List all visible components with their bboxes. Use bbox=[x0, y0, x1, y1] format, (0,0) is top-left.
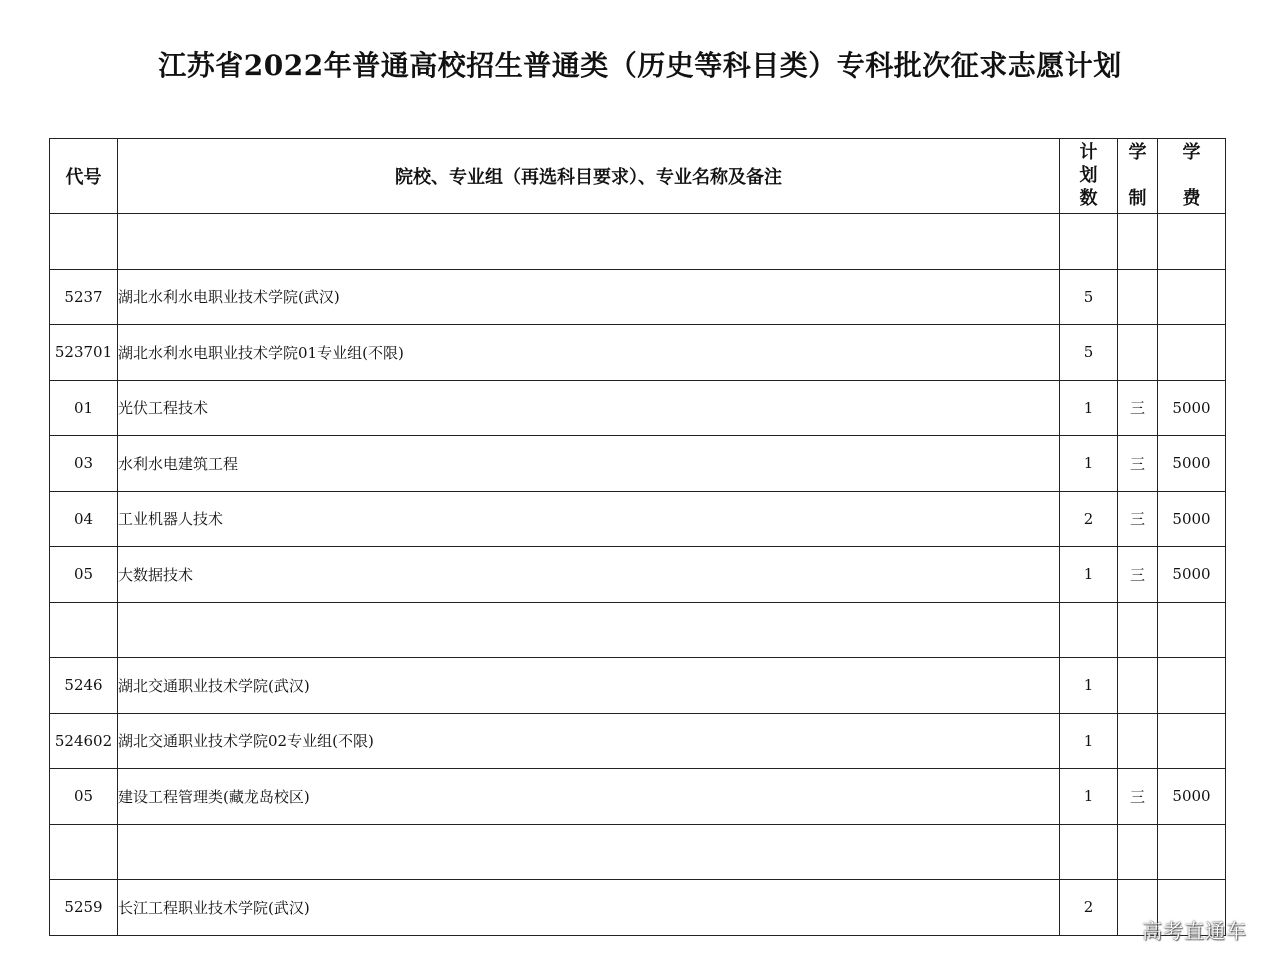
plan-table bbox=[49, 138, 1226, 936]
row-plan-count-cell: 1 bbox=[1060, 713, 1118, 769]
row-plan-count-cell: 1 bbox=[1060, 658, 1118, 714]
row-name-cell bbox=[118, 214, 1060, 270]
row-duration-cell bbox=[1118, 602, 1158, 658]
header-duration-char: 制 bbox=[1128, 188, 1147, 209]
table-row bbox=[50, 824, 1226, 880]
row-name-cell: 大数据技术 bbox=[118, 547, 1060, 603]
row-duration-cell: 三 bbox=[1118, 380, 1158, 436]
watermark-text: 高考直通车 bbox=[1142, 919, 1247, 943]
table-row bbox=[50, 491, 1226, 547]
row-code-cell: 524602 bbox=[50, 713, 118, 769]
table-row bbox=[50, 436, 1226, 492]
row-plan-count-cell bbox=[1060, 824, 1118, 880]
row-plan-count-cell: 1 bbox=[1060, 380, 1118, 436]
table-row bbox=[50, 325, 1226, 381]
table-header-row bbox=[50, 139, 1226, 214]
row-name-cell: 湖北水利水电职业技术学院01专业组(不限) bbox=[118, 325, 1060, 381]
row-name-cell bbox=[118, 824, 1060, 880]
row-fee-cell: 5000 bbox=[1158, 380, 1226, 436]
row-name-cell: 湖北交通职业技术学院(武汉) bbox=[118, 658, 1060, 714]
row-code-cell bbox=[50, 214, 118, 270]
row-plan-count-cell: 2 bbox=[1060, 880, 1118, 936]
row-fee-cell bbox=[1158, 214, 1226, 270]
table-row bbox=[50, 547, 1226, 603]
table-row bbox=[50, 602, 1226, 658]
row-code-cell: 05 bbox=[50, 547, 118, 603]
row-plan-count-cell: 1 bbox=[1060, 436, 1118, 492]
row-fee-cell bbox=[1158, 824, 1226, 880]
row-code-cell: 5237 bbox=[50, 269, 118, 325]
page-title: 江苏省2022年普通高校招生普通类（历史等科目类）专科批次征求志愿计划 bbox=[158, 49, 1122, 82]
row-plan-count-cell bbox=[1060, 602, 1118, 658]
row-name-cell: 工业机器人技术 bbox=[118, 491, 1060, 547]
row-name-cell: 湖北交通职业技术学院02专业组(不限) bbox=[118, 713, 1060, 769]
row-duration-cell bbox=[1118, 214, 1158, 270]
table-row bbox=[50, 658, 1226, 714]
row-code-cell: 03 bbox=[50, 436, 118, 492]
row-code-cell: 01 bbox=[50, 380, 118, 436]
row-plan-count-cell: 5 bbox=[1060, 269, 1118, 325]
row-name-cell: 长江工程职业技术学院(武汉) bbox=[118, 880, 1060, 936]
row-fee-cell: 5000 bbox=[1158, 436, 1226, 492]
row-code-cell: 04 bbox=[50, 491, 118, 547]
row-fee-cell: 5000 bbox=[1158, 547, 1226, 603]
header-plan-char: 计 bbox=[1079, 142, 1098, 163]
row-code-cell bbox=[50, 602, 118, 658]
table-row bbox=[50, 769, 1226, 825]
row-name-cell: 光伏工程技术 bbox=[118, 380, 1060, 436]
row-fee-cell bbox=[1158, 325, 1226, 381]
table-row bbox=[50, 880, 1226, 936]
header-fee-char: 费 bbox=[1182, 188, 1201, 209]
row-fee-cell bbox=[1158, 658, 1226, 714]
row-fee-cell bbox=[1158, 713, 1226, 769]
row-duration-cell bbox=[1118, 824, 1158, 880]
row-duration-cell: 三 bbox=[1118, 547, 1158, 603]
table-row bbox=[50, 214, 1226, 270]
row-plan-count-cell: 2 bbox=[1060, 491, 1118, 547]
row-duration-cell: 三 bbox=[1118, 769, 1158, 825]
row-duration-cell: 三 bbox=[1118, 436, 1158, 492]
row-fee-cell bbox=[1158, 602, 1226, 658]
header-name: 院校、专业组（再选科目要求）、专业名称及备注 bbox=[118, 139, 1060, 214]
header-duration-char: 学 bbox=[1128, 142, 1147, 163]
row-fee-cell bbox=[1158, 269, 1226, 325]
row-plan-count-cell: 5 bbox=[1060, 325, 1118, 381]
row-duration-cell bbox=[1118, 325, 1158, 381]
row-fee-cell: 5000 bbox=[1158, 769, 1226, 825]
row-name-cell bbox=[118, 602, 1060, 658]
row-fee-cell: 5000 bbox=[1158, 491, 1226, 547]
table-row bbox=[50, 380, 1226, 436]
row-name-cell: 建设工程管理类(藏龙岛校区) bbox=[118, 769, 1060, 825]
row-code-cell bbox=[50, 824, 118, 880]
row-code-cell: 05 bbox=[50, 769, 118, 825]
row-code-cell: 5259 bbox=[50, 880, 118, 936]
row-duration-cell bbox=[1118, 658, 1158, 714]
row-duration-cell bbox=[1118, 269, 1158, 325]
row-plan-count-cell: 1 bbox=[1060, 769, 1118, 825]
row-duration-cell bbox=[1118, 713, 1158, 769]
header-fee-char: 学 bbox=[1182, 142, 1201, 163]
table-row bbox=[50, 713, 1226, 769]
row-duration-cell: 三 bbox=[1118, 491, 1158, 547]
row-name-cell: 水利水电建筑工程 bbox=[118, 436, 1060, 492]
row-code-cell: 5246 bbox=[50, 658, 118, 714]
header-duration bbox=[1118, 139, 1158, 214]
row-name-cell: 湖北水利水电职业技术学院(武汉) bbox=[118, 269, 1060, 325]
header-plan-char: 划 bbox=[1079, 165, 1098, 186]
table-row bbox=[50, 269, 1226, 325]
header-plan-char: 数 bbox=[1079, 188, 1098, 209]
row-code-cell: 523701 bbox=[50, 325, 118, 381]
header-fee bbox=[1158, 139, 1226, 214]
header-code: 代号 bbox=[50, 139, 118, 214]
row-plan-count-cell bbox=[1060, 214, 1118, 270]
row-plan-count-cell: 1 bbox=[1060, 547, 1118, 603]
header-plan-count bbox=[1060, 139, 1118, 214]
plan-table-body bbox=[50, 214, 1226, 936]
